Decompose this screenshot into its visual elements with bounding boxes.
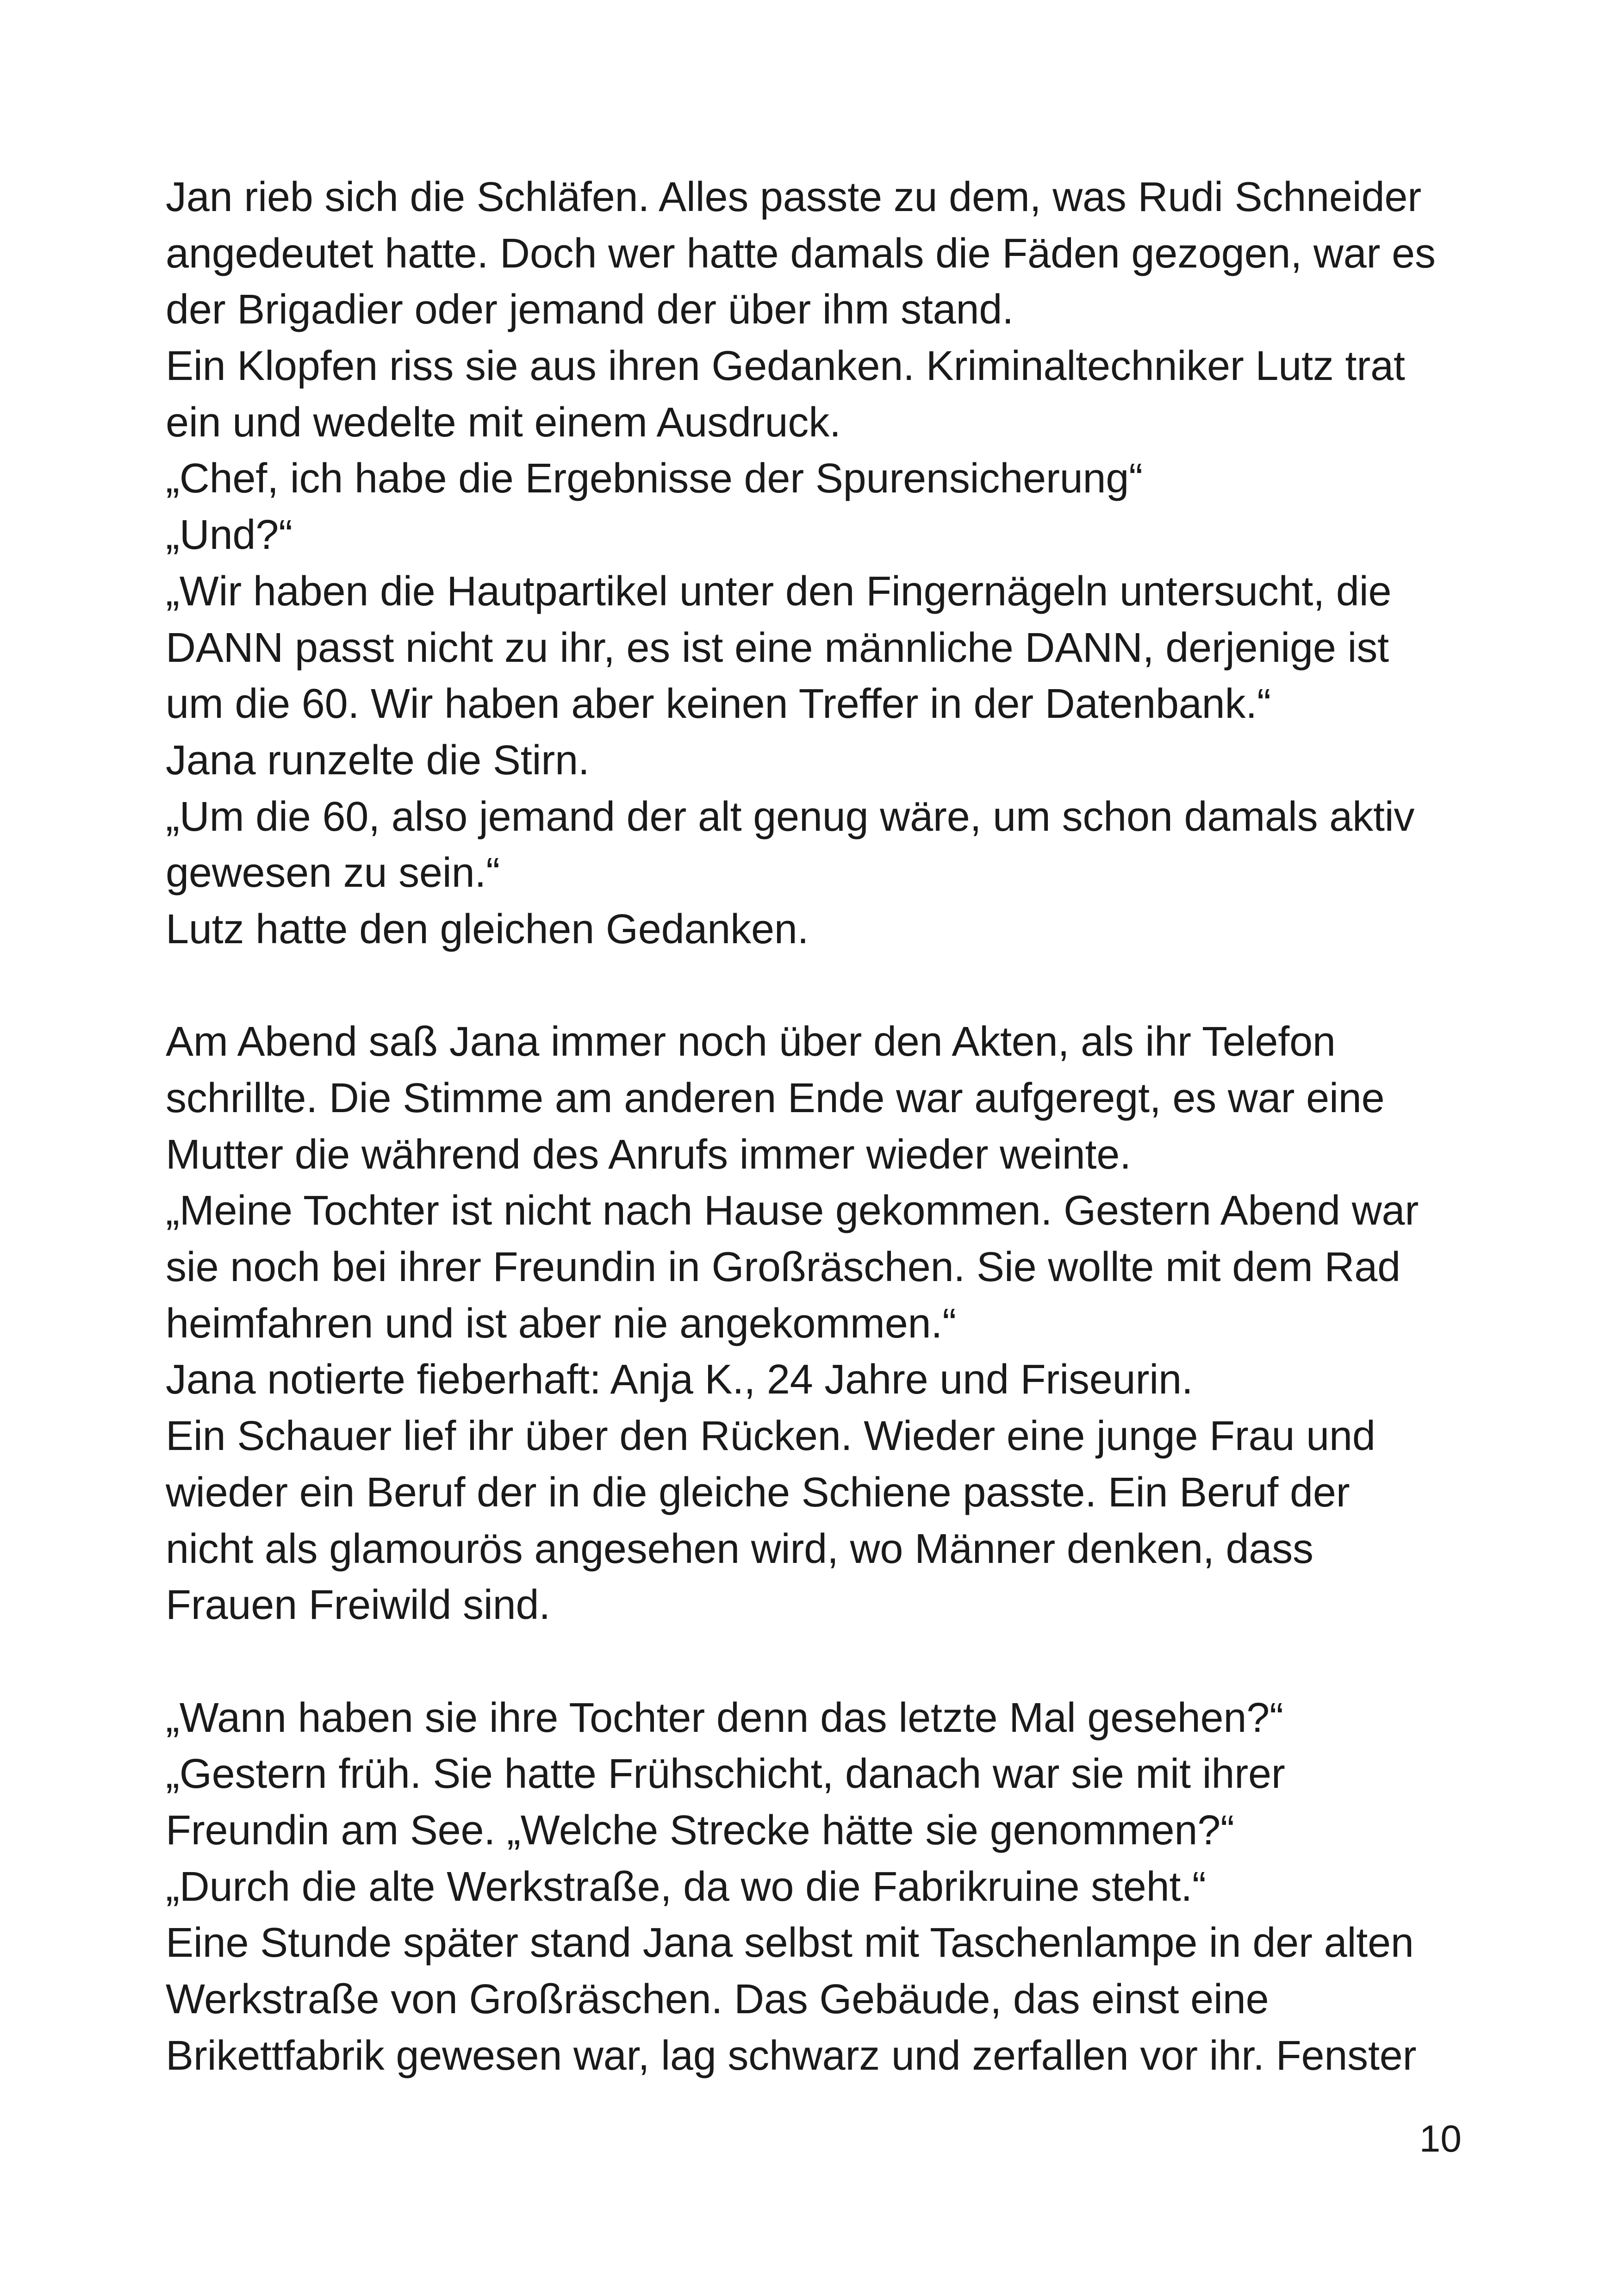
text-line: Ein Schauer lief ihr über den Rücken. Wieder eine junge Frau und [166,1413,1375,1460]
text-line: Jana notierte fieberhaft: Anja K., 24 Jahre und Friseurin. [166,1356,1193,1403]
text-line: Frauen Freiwild sind. [166,1582,551,1629]
text-line: ein und wedelte mit einem Ausdruck. [166,399,841,446]
text-line: um die 60. Wir haben aber keinen Treffer in der Datenbank.“ [166,681,1271,728]
text-line: wieder ein Beruf der in die gleiche Schiene passte. Ein Beruf der [166,1469,1350,1516]
text-line: „Und?“ [166,512,292,559]
text-line: sie noch bei ihrer Freundin in Großräschen. Sie wollte mit dem Rad [166,1244,1400,1291]
text-line: Mutter die während des Anrufs immer wieder weinte. [166,1131,1131,1178]
body-text [166,169,1462,2084]
text-line: „Gestern früh. Sie hatte Frühschicht, danach war sie mit ihrer [166,1751,1285,1798]
text-line: „Chef, ich habe die Ergebnisse der Spurensicherung“ [166,455,1143,502]
text-line: „Wir haben die Hautpartikel unter den Fingernägeln untersucht, die [166,568,1392,615]
text-line: „Meine Tochter ist nicht nach Hause gekommen. Gestern Abend war [166,1188,1419,1234]
text-line: Ein Klopfen riss sie aus ihren Gedanken. Kriminaltechniker Lutz trat [166,343,1405,390]
paragraph-gap [166,958,1462,1014]
text-line: Lutz hatte den gleichen Gedanken. [166,906,809,952]
text-line: heimfahren und ist aber nie angekommen.“ [166,1300,956,1347]
text-line: Jan rieb sich die Schläfen. Alles passte zu dem, was Rudi Schneider [166,174,1422,220]
text-line: „Wann haben sie ihre Tochter denn das letzte Mal gesehen?“ [166,1694,1283,1741]
text-line: angedeutet hatte. Doch wer hatte damals die Fäden gezogen, war es [166,230,1436,277]
text-line: schrillte. Die Stimme am anderen Ende war aufgeregt, es war eine [166,1075,1385,1121]
text-line: „Durch die alte Werkstraße, da wo die Fabrikruine steht.“ [166,1863,1206,1910]
text-line: gewesen zu sein.“ [166,850,500,896]
text-line: der Brigadier oder jemand der über ihm stand. [166,286,1014,333]
text-line: nicht als glamourös angesehen wird, wo Männer denken, dass [166,1525,1313,1572]
page-number: 10 [1419,2118,1462,2160]
text-line: DANN passt nicht zu ihr, es ist eine männliche DANN, derjenige ist [166,624,1389,671]
text-line: Werkstraße von Großräschen. Das Gebäude, das einst eine [166,1976,1269,2022]
text-line: Jana runzelte die Stirn. [166,737,590,784]
text-line: Eine Stunde später stand Jana selbst mit Taschenlampe in der alten [166,1920,1414,1966]
text-line: Am Abend saß Jana immer noch über den Akten, als ihr Telefon [166,1019,1336,1065]
text-line: „Um die 60, also jemand der alt genug wäre, um schon damals aktiv [166,793,1415,840]
paragraph-gap [166,1634,1462,1690]
text-line: Brikettfabrik gewesen war, lag schwarz und zerfallen vor ihr. Fenster [166,2032,1417,2079]
text-line: Freundin am See. „Welche Strecke hätte sie genommen?“ [166,1807,1234,1854]
